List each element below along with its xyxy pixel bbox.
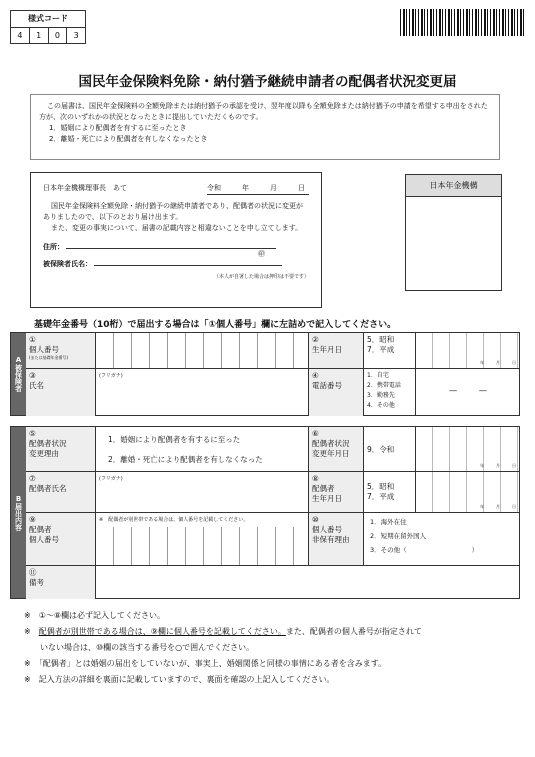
section-b-sidebar xyxy=(11,427,26,598)
field-5-label: ⑤ 配偶者状況 変更理由 xyxy=(26,427,96,472)
footnote-1: ※ ①～⑧欄は必ず記入してください。 xyxy=(24,611,166,620)
form-code-box xyxy=(10,10,86,44)
remarks-field[interactable] xyxy=(96,566,520,599)
change-date-field[interactable] xyxy=(416,427,520,472)
form-code-digit: 3 xyxy=(73,31,79,40)
phone-type-options[interactable]: 1．自宅 2．携帯電話 3．勤務先 4．その他 xyxy=(364,369,416,416)
change-reason-option-1[interactable]: 1．婚姻により配偶者を有するに至った xyxy=(108,435,241,444)
office-label: 日本年金機構 xyxy=(406,175,501,197)
spouse-birth-era-options[interactable]: 5．昭和 7．平成 xyxy=(364,472,416,513)
section-b-letter: B xyxy=(15,494,22,503)
field-8-label: ⑧ 配偶者 生年月日 xyxy=(309,472,364,513)
address-field[interactable] xyxy=(66,248,276,249)
furigana-label: (フリガナ) xyxy=(99,373,123,379)
spouse-personal-number-field[interactable] xyxy=(96,513,309,566)
change-era-option[interactable]: 9．令和 xyxy=(364,427,416,472)
application-date[interactable]: 令和 年 月 日 xyxy=(207,183,309,195)
phone-number-field[interactable]: ― ― xyxy=(449,386,487,395)
change-reason-options[interactable] xyxy=(96,427,309,472)
intro-item-1: 1．婚姻により配偶者を有するに至ったとき xyxy=(49,124,187,132)
application-body-2: また、変更の事実について、届書の記載内容と相違ないことを申し立てします。 xyxy=(51,224,303,232)
section-a-letter: A xyxy=(15,356,22,364)
field-2-label: ② 生年月日 xyxy=(309,333,364,369)
application-box xyxy=(30,172,322,308)
furigana-label: (フリガナ) xyxy=(99,476,123,482)
change-reason-option-2[interactable]: 2．離婚・死亡により配偶者を有しなくなった xyxy=(108,455,263,464)
form-code-digit: 0 xyxy=(49,28,68,43)
personal-number-field[interactable] xyxy=(96,333,309,369)
page-title: 国民年金保険料免除・納付猶予継続申請者の配偶者状況変更届 xyxy=(78,74,457,90)
field-1-sub: (または基礎年金番号) xyxy=(29,355,69,360)
field-9-label: ⑨ 配偶者 個人番号 xyxy=(26,513,96,566)
section-b xyxy=(10,426,520,599)
field-11-label: ⑪ 備考 xyxy=(26,566,96,599)
barcode-image xyxy=(400,9,525,36)
footnote-3: ※ 「配偶者」とは婚姻の届出をしていないが、事実上、婚姻関係と同様の事情にある者を含みます。 xyxy=(24,659,387,668)
top-note: 基礎年金番号（10桁）で届出する場合は「①個人番号」欄に左詰めで記入してください。 xyxy=(34,320,397,330)
date-ymd-label: 年 月 日 xyxy=(480,463,516,468)
no-number-reason-options[interactable]: 1．海外在住 2．短期在留外国人 3．その他（ ） xyxy=(364,513,520,566)
section-a-label: 被保険者 xyxy=(14,364,23,392)
footnote-2-cont: いない場合は、⑩欄の該当する番号を○で囲んでください。 xyxy=(24,643,255,652)
date-ymd-label: 年 月 日 xyxy=(480,360,516,365)
field-7-label: ⑦ 配偶者氏名 xyxy=(26,472,96,513)
section-b-label: 届出内容 xyxy=(14,502,23,531)
field-3-label: ③ 氏名 xyxy=(26,369,96,416)
seal-note: （本人が自署した場合は押印は不要です） xyxy=(213,274,309,280)
form-code-digit: 1 xyxy=(30,28,49,43)
section-a-sidebar xyxy=(11,333,26,415)
footnote-4: ※ 記入方法の詳細を裏面に記載していますので、裏面を確認の上記入してください。 xyxy=(24,675,335,684)
section-a xyxy=(10,332,520,416)
seal-mark: ㊞ xyxy=(258,250,265,258)
footnotes xyxy=(24,608,524,688)
spouse-name-field[interactable] xyxy=(96,472,309,513)
intro-item-2: 2．離婚・死亡により配偶者を有しなくなったとき xyxy=(49,135,208,143)
insured-name-field[interactable] xyxy=(94,265,282,266)
form-code-label: 様式コード xyxy=(11,11,85,28)
birth-era-options[interactable]: 5．昭和 7．平成 xyxy=(364,333,416,369)
footnote-2-underlined: 配偶者が別世帯である場合は、⑨欄に個人番号を記載してください。 xyxy=(38,627,286,636)
application-body-1: 国民年金保険料全額免除・納付猶予の継続申請者であり、配偶者の状況に変更がありましたので、以下のとおり届け出ます。 xyxy=(43,202,303,221)
addressee: 日本年金機構理事長 あて xyxy=(43,184,127,192)
intro-box xyxy=(30,94,500,160)
date-ymd-label: 年 月 日 xyxy=(480,504,516,509)
address-label: 住所： xyxy=(43,243,64,251)
insured-name-label: 被保険者氏名： xyxy=(43,260,92,268)
form-code-digit: 4 xyxy=(11,28,30,43)
name-field[interactable] xyxy=(96,369,309,416)
birth-date-field[interactable] xyxy=(416,333,520,369)
field-1-label: ① 個人番号 (または基礎年金番号) xyxy=(26,333,96,369)
footnote-2: ※ 配偶者が別世帯である場合は、⑨欄に個人番号を記載してください。また、配偶者の個人番号が指定されて xyxy=(24,627,422,636)
field-4-label: ④ 電話番号 xyxy=(309,369,364,416)
office-box xyxy=(405,174,502,291)
field-10-label: ⑩ 個人番号 非保有理由 xyxy=(309,513,364,566)
intro-text: この届書は、国民年金保険料の全額免除または納付猶予の承認を受け、翌年度以降も全額免除または納付猶予の申請を希望する申出をされた方が、次のいずれかの状況となったときに提出していただくものです。 xyxy=(39,102,488,121)
spouse-number-note: ※ 配偶者が別世帯である場合は、個人番号を記載してください。 xyxy=(99,517,249,523)
field-6-label: ⑥ 配偶者状況 変更年月日 xyxy=(309,427,364,472)
spouse-birth-date-field[interactable] xyxy=(416,472,520,513)
